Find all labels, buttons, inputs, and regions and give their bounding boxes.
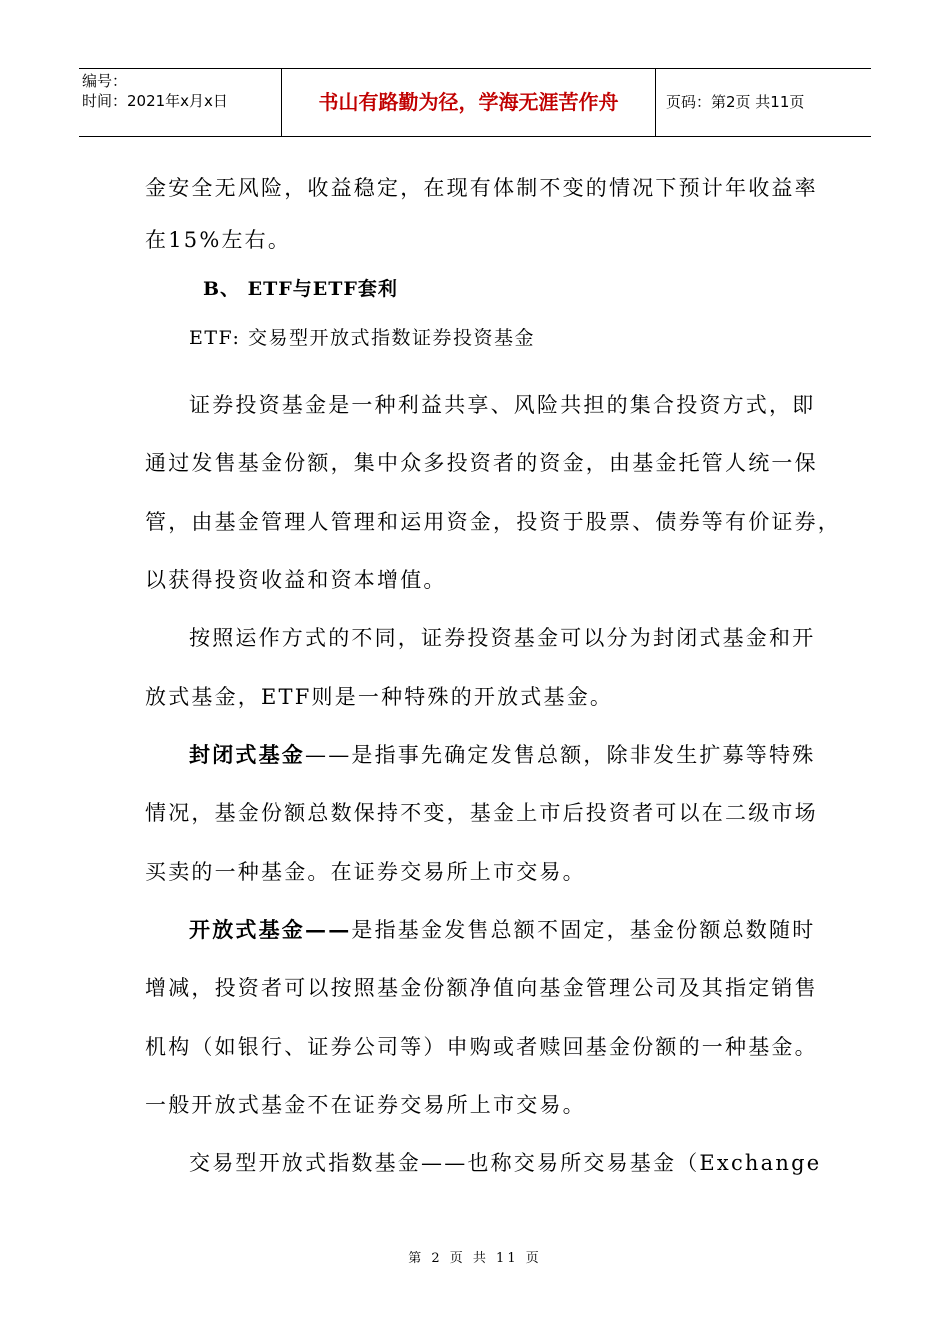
paragraph-line: 在15%左右。 <box>145 228 292 252</box>
paragraph-line: 机构（如银行、证券公司等）申购或者赎回基金份额的一种基金。 <box>145 1035 818 1059</box>
page-header <box>79 68 871 137</box>
definition-line: ETF: 交易型开放式指数证券投资基金 <box>189 327 535 349</box>
paragraph-line: 放式基金，ETF则是一种特殊的开放式基金。 <box>145 685 614 709</box>
header-motto: 书山有路勤为径，学海无涯苦作舟 <box>282 69 656 136</box>
closed-fund-definition: ——是指事先确定发售总额，除非发生扩募等特殊 <box>305 743 816 767</box>
document-number-label: 编号： <box>82 72 128 90</box>
closed-fund-term: 封闭式基金 <box>189 742 305 767</box>
paragraph-line: 买卖的一种基金。在证券交易所上市交易。 <box>145 860 586 884</box>
paragraph-line: 管，由基金管理人管理和运用资金，投资于股票、债券等有价证券， <box>145 510 841 534</box>
paragraph-line: 交易型开放式指数基金——也称交易所交易基金（Exchange <box>189 1151 822 1175</box>
paragraph-line <box>189 739 815 769</box>
page-footer: 第 2 页 共 11 页 <box>408 1251 542 1266</box>
paragraph-line: 以获得投资收益和资本增值。 <box>145 568 447 592</box>
open-fund-definition: 是指基金发售总额不固定，基金份额总数随时 <box>351 918 816 942</box>
paragraph-line: 情况，基金份额总数保持不变，基金上市后投资者可以在二级市场 <box>145 801 818 825</box>
paragraph-line: 一般开放式基金不在证券交易所上市交易。 <box>145 1093 586 1117</box>
paragraph-line: 金安全无风险，收益稳定，在现有体制不变的情况下预计年收益率 <box>145 176 818 200</box>
open-fund-term: 开放式基金—— <box>189 917 352 942</box>
header-page-info: 页码：第2页 共11页 <box>666 93 805 111</box>
paragraph-line: 证券投资基金是一种利益共享、风险共担的集合投资方式，即 <box>189 393 816 417</box>
paragraph-line: 按照运作方式的不同，证券投资基金可以分为封闭式基金和开 <box>189 626 816 650</box>
paragraph-line <box>189 914 815 944</box>
section-heading: B、 ETF与ETF套利 <box>203 278 398 300</box>
document-date-label: 时间：2021年x月x日 <box>82 92 228 110</box>
paragraph-line: 增减，投资者可以按照基金份额净值向基金管理公司及其指定销售 <box>145 976 818 1000</box>
header-meta <box>79 69 282 136</box>
paragraph-line: 通过发售基金份额，集中众多投资者的资金，由基金托管人统一保 <box>145 451 818 475</box>
